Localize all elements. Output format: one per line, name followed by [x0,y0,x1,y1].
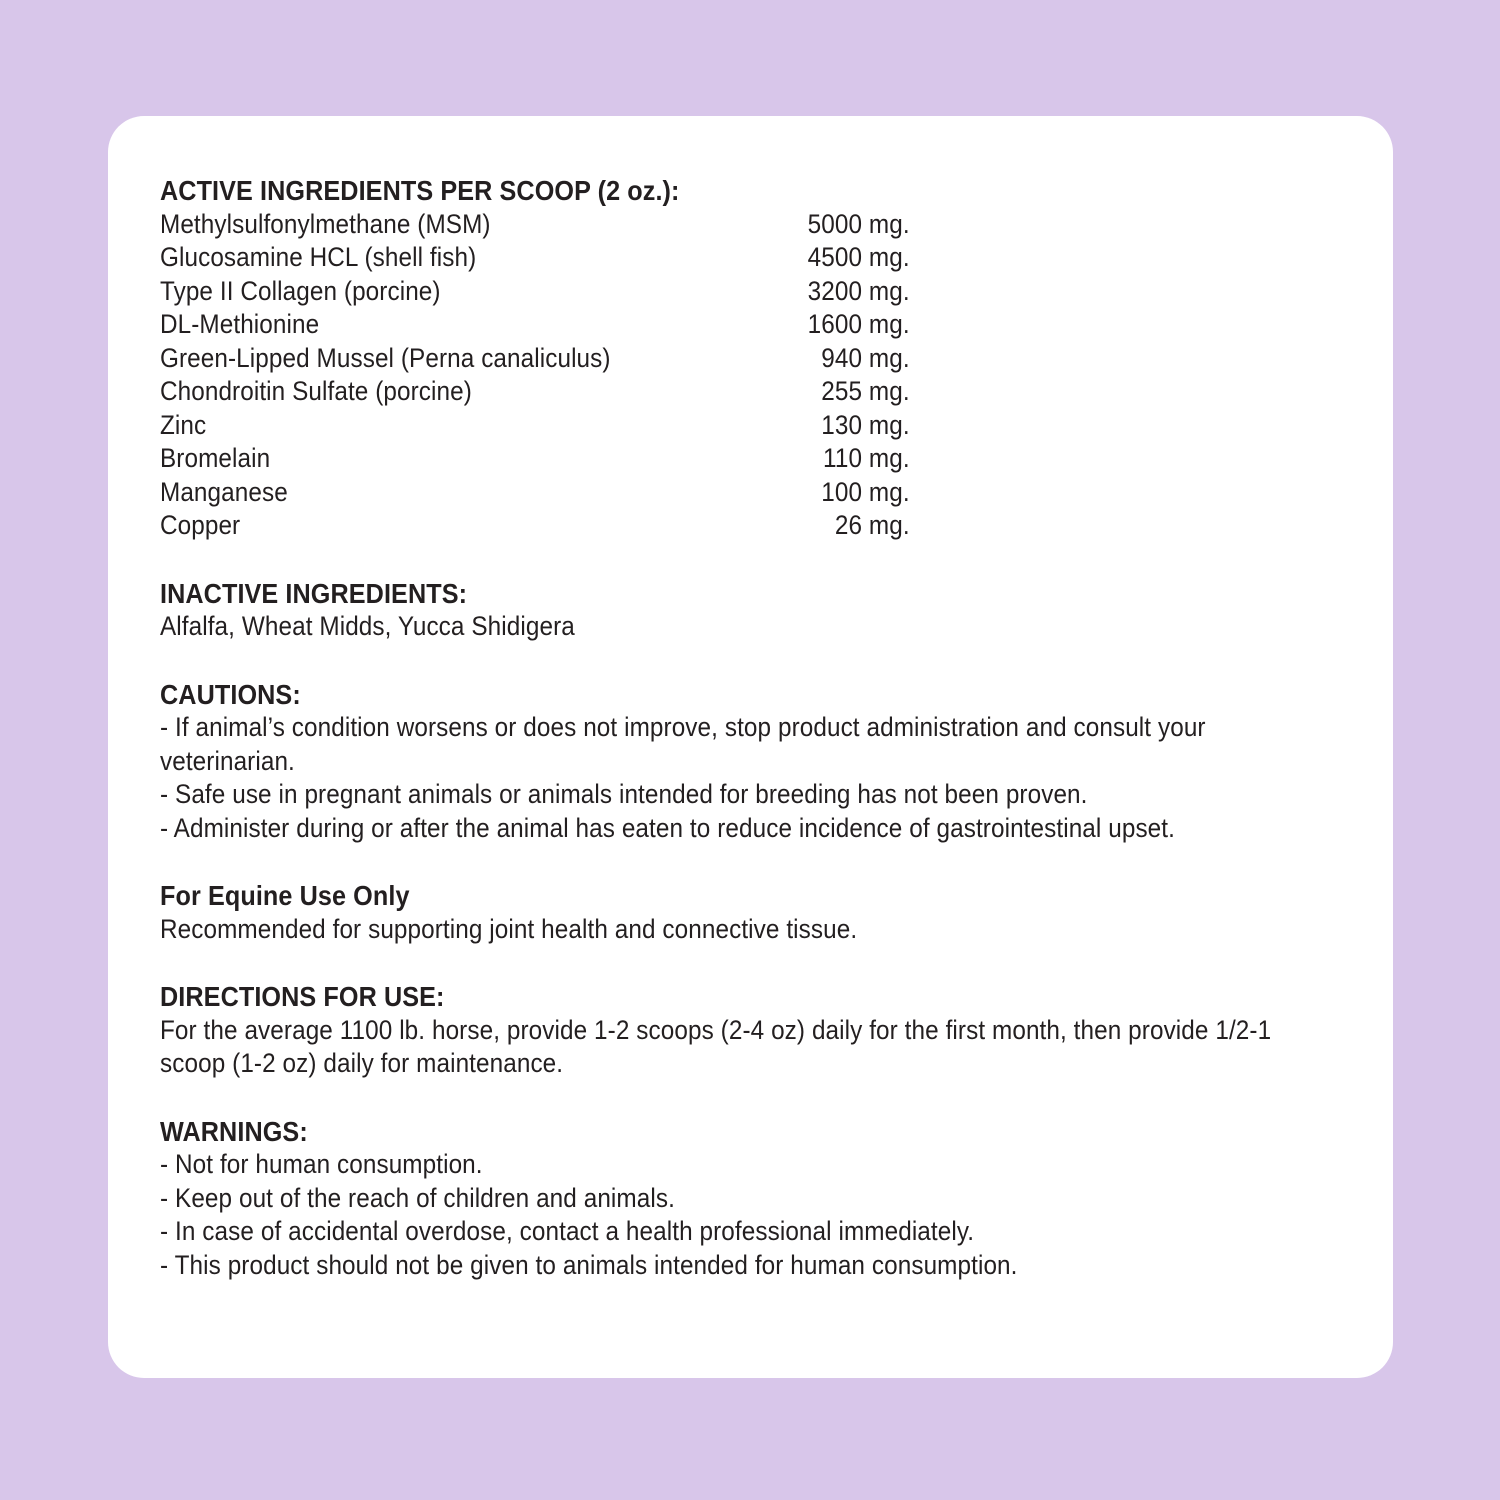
inactive-ingredients-section [160,577,1366,644]
ingredient-row [160,375,910,409]
warning-item: - This product should not be given to animals intended for human consumption. [160,1249,1018,1280]
ingredient-name: Methylsulfonylmethane (MSM) [160,208,491,239]
warnings-section [160,1115,1366,1283]
ingredient-row [160,409,910,443]
label-card [108,116,1393,1378]
ingredient-amount: 940 mg. [821,342,910,373]
equine-use-body: Recommended for supporting joint health and connective tissue. [160,913,858,944]
ingredient-name: Zinc [160,409,207,440]
ingredient-amount: 255 mg. [821,376,910,406]
active-ingredients-heading: ACTIVE INGREDIENTS PER SCOOP (2 oz.): [160,175,680,206]
ingredient-row [160,509,910,543]
ingredient-name: DL-Methionine [160,309,320,339]
caution-item: - If animal’s condition worsens or does not improve, stop product administration and consult your veterinarian. [160,712,1206,776]
caution-item: - Administer during or after the animal has eaten to reduce incidence of gastrointestinal upset. [160,812,1175,843]
warning-item: - Keep out of the reach of children and animals. [160,1182,675,1213]
ingredient-amount: 1600 mg. [807,309,910,339]
ingredient-name: Manganese [160,476,288,507]
active-ingredients-table [160,208,910,543]
equine-use-section [160,879,1366,946]
directions-body: For the average 1100 lb. horse, provide 1-2 scoops (2-4 oz) daily for the first month, then provide 1/2-1 scoop (1-2 oz) daily for maintenance. [160,1014,1272,1078]
ingredient-amount: 110 mg. [823,443,910,473]
ingredient-row [160,208,910,242]
ingredient-row [160,275,910,309]
ingredient-row [160,476,910,510]
ingredient-name: Chondroitin Sulfate (porcine) [160,376,472,406]
cautions-heading: CAUTIONS: [160,678,301,710]
ingredient-amount: 4500 mg. [807,242,910,272]
ingredient-amount: 5000 mg. [807,208,910,239]
warning-item: - Not for human consumption. [160,1149,483,1179]
warning-item: - In case of accidental overdose, contact a health professional immediately. [160,1216,975,1246]
inactive-ingredients-heading: INACTIVE INGREDIENTS: [160,577,468,609]
directions-heading: DIRECTIONS FOR USE: [160,981,445,1012]
ingredient-amount: 26 mg. [834,510,910,540]
ingredient-amount: 130 mg. [821,409,910,440]
directions-section [160,980,1366,1081]
ingredient-name: Type II Collagen (porcine) [160,275,441,306]
label-content [160,174,1366,1282]
warnings-heading: WARNINGS: [160,1115,308,1147]
inactive-ingredients-body: Alfalfa, Wheat Midds, Yucca Shidigera [160,611,575,641]
equine-use-heading: For Equine Use Only [160,880,410,911]
ingredient-amount: 100 mg. [821,476,910,507]
ingredient-name: Bromelain [160,443,271,473]
cautions-section [160,678,1366,846]
ingredient-row [160,442,910,476]
ingredient-amount: 3200 mg. [807,275,910,306]
ingredient-row [160,308,910,342]
ingredient-name: Glucosamine HCL (shell fish) [160,242,477,272]
active-ingredients-section [160,174,1366,543]
ingredient-name: Copper [160,510,241,540]
ingredient-row [160,342,910,376]
caution-item: - Safe use in pregnant animals or animals intended for breeding has not been proven. [160,779,1088,809]
ingredient-row [160,241,910,275]
ingredient-name: Green-Lipped Mussel (Perna canaliculus) [160,342,611,373]
